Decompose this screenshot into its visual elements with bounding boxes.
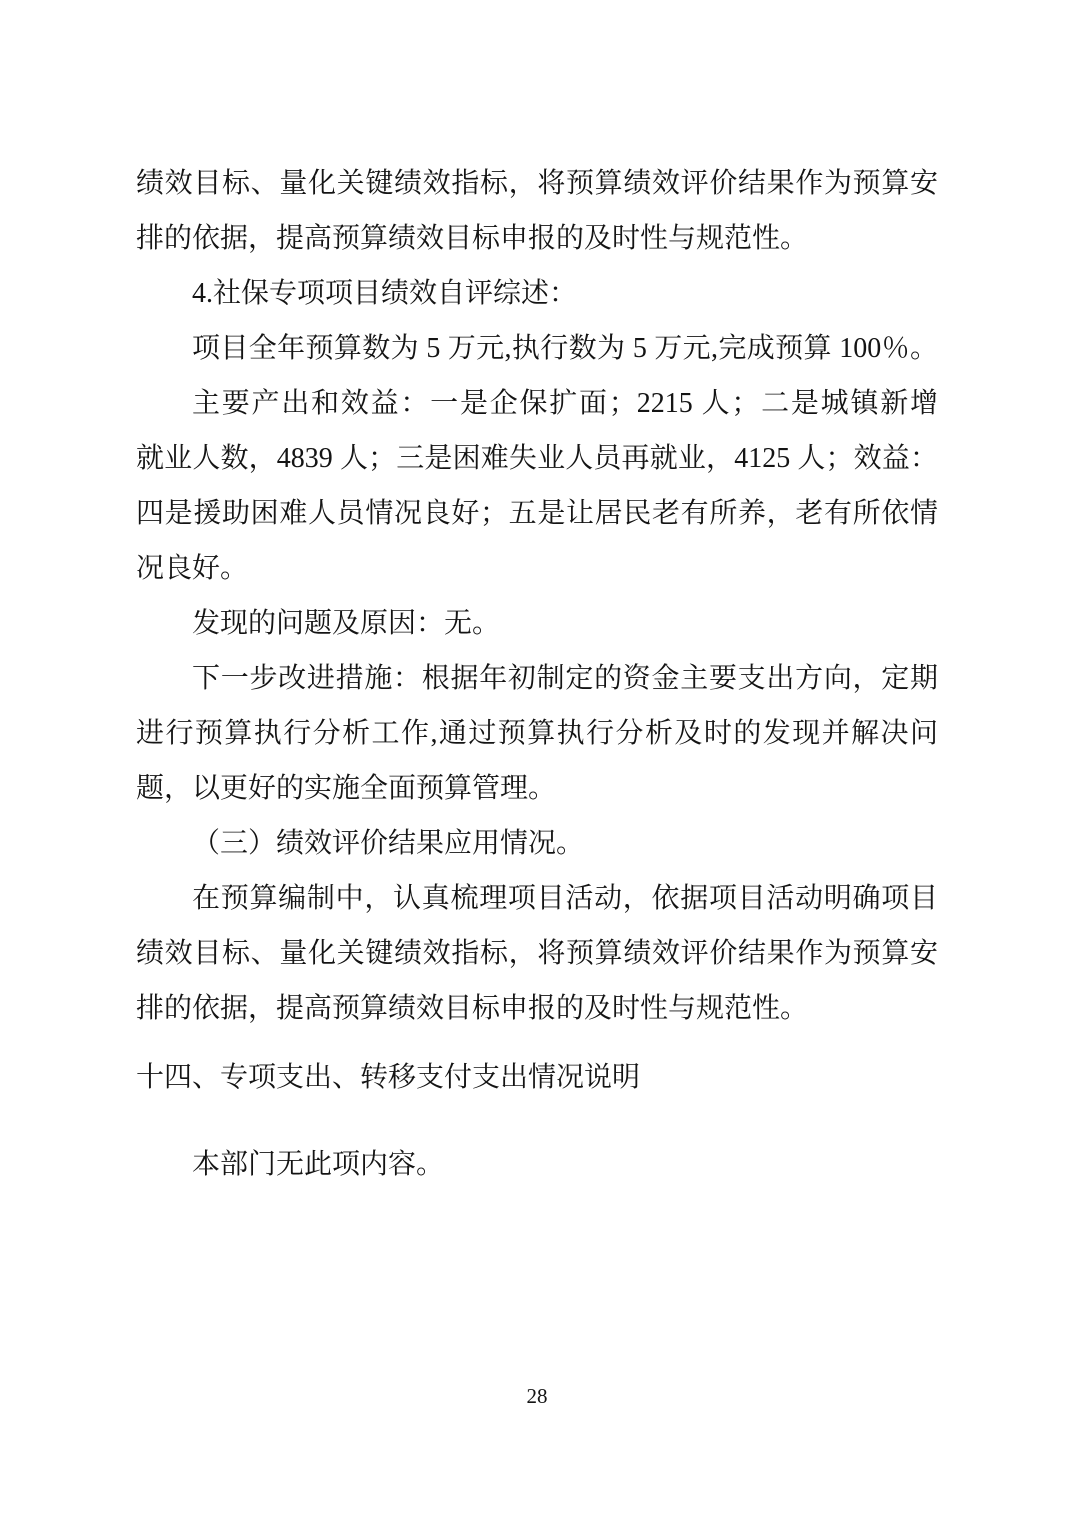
- paragraph: [136, 871, 938, 1036]
- paragraph-line: 就业人数，4839 人；三是困难失业人员再就业，4125 人；效益：: [136, 443, 938, 474]
- paragraph: [136, 266, 938, 321]
- paragraph-line: 况良好。: [136, 553, 249, 584]
- section-heading: 十四、专项支出、转移支付支出情况说明: [136, 1062, 641, 1093]
- page-number: 28: [526, 1384, 548, 1408]
- paragraph-line: 排的依据，提高预算绩效目标申报的及时性与规范性。: [136, 993, 809, 1024]
- paragraph-line: （三）绩效评价结果应用情况。: [192, 828, 585, 859]
- paragraph-line: 排的依据，提高预算绩效目标申报的及时性与规范性。: [136, 223, 809, 254]
- paragraph-line: 在预算编制中，认真梳理项目活动，依据项目活动明确项目: [192, 883, 938, 914]
- paragraph-line: 本部门无此项内容。: [192, 1149, 445, 1180]
- paragraph-line: 项目全年预算数为 5 万元,执行数为 5 万元,完成预算 100％。: [192, 333, 938, 364]
- paragraph-line: 绩效目标、量化关键绩效指标，将预算绩效评价结果作为预算安: [136, 938, 938, 969]
- closing-paragraphs-section: [136, 1137, 938, 1192]
- paragraph-line: 进行预算执行分析工作,通过预算执行分析及时的发现并解决问: [136, 718, 938, 749]
- paragraph-line: 下一步改进措施：根据年初制定的资金主要支出方向，定期: [192, 663, 938, 694]
- paragraph-line: 四是援助困难人员情况良好；五是让居民老有所养，老有所依情: [136, 498, 938, 529]
- paragraph: [136, 596, 938, 651]
- body-paragraphs-section: [136, 156, 938, 1036]
- paragraph: [136, 156, 938, 266]
- paragraph: [136, 651, 938, 816]
- paragraph: [136, 816, 938, 871]
- document-body: [136, 156, 938, 1192]
- paragraph: [136, 1137, 938, 1192]
- paragraph-line: 发现的问题及原因：无。: [192, 608, 501, 639]
- paragraph-line: 绩效目标、量化关键绩效指标，将预算绩效评价结果作为预算安: [136, 168, 938, 199]
- paragraph-line: 主要产出和效益：一是企保扩面；2215 人；二是城镇新增: [192, 388, 938, 419]
- paragraph-line: 题，以更好的实施全面预算管理。: [136, 773, 557, 804]
- paragraph-line: 4.社保专项项目绩效自评综述：: [192, 278, 578, 309]
- paragraph: [136, 321, 938, 376]
- paragraph: [136, 376, 938, 596]
